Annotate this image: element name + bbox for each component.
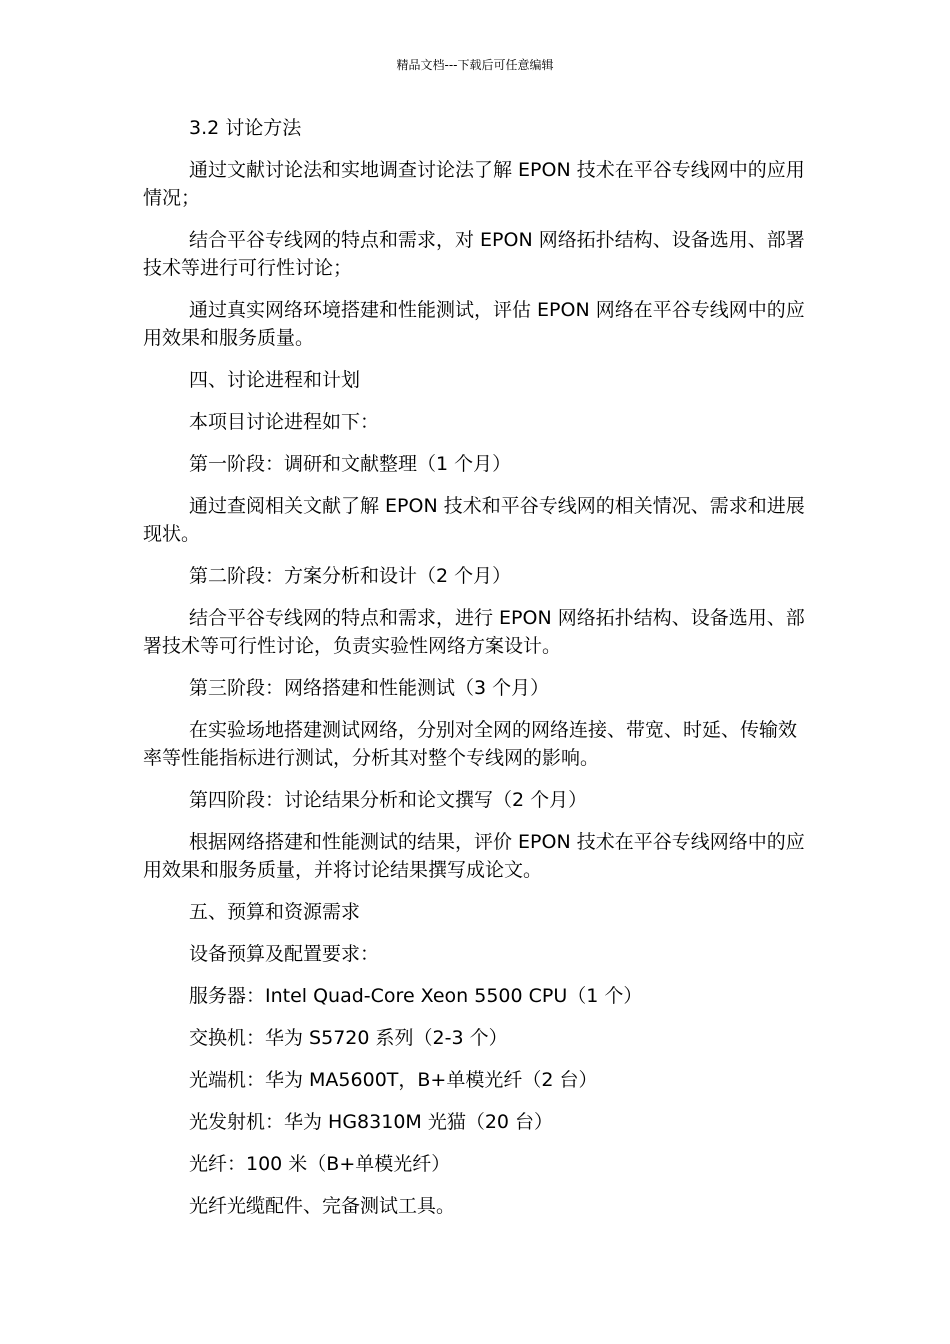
phase-heading-4: 第四阶段：讨论结果分析和论文撰写（2 个月） [189,789,588,811]
paragraph: 在实验场地搭建测试网络，分别对全网的网络连接、带宽、时延、传输效率等性能指标进行测试，分析其对整个专线网的影响。 [143,719,798,769]
paragraph: 通过真实网络环境搭建和性能测试，评估 EPON 网络在平谷专线网中的应用效果和服务质量。 [143,299,805,349]
equipment-item: 交换机：华为 S5720 系列（2-3 个） [189,1027,508,1049]
paragraph: 通过文献讨论法和实地调查讨论法了解 EPON 技术在平谷专线网中的应用情况； [143,159,805,209]
document-body [143,114,807,1234]
paragraph: 设备预算及配置要求： [189,943,380,965]
phase-heading-3: 第三阶段：网络搭建和性能测试（3 个月） [189,677,550,699]
section-heading-schedule: 四、讨论进程和计划 [189,369,361,391]
equipment-item: 光纤光缆配件、完备测试工具。 [189,1195,456,1217]
section-heading-budget: 五、预算和资源需求 [189,901,361,923]
phase-heading-2: 第二阶段：方案分析和设计（2 个月） [189,565,512,587]
equipment-item: 服务器：Intel Quad-Core Xeon 5500 CPU（1 个） [189,985,643,1007]
paragraph: 结合平谷专线网的特点和需求，进行 EPON 网络拓扑结构、设备选用、部署技术等可行性讨论，负责实验性网络方案设计。 [143,607,805,657]
equipment-item: 光发射机：华为 HG8310M 光猫（20 台） [189,1111,554,1133]
paragraph: 结合平谷专线网的特点和需求，对 EPON 网络拓扑结构、设备选用、部署技术等进行可行性讨论； [143,229,805,279]
equipment-item: 光端机：华为 MA5600T，B+单模光纤（2 台） [189,1069,598,1091]
page-header: 精品文档---下载后可任意编辑 [396,58,554,72]
equipment-item: 光纤：100 米（B+单模光纤） [189,1153,451,1175]
section-heading-methods: 3.2 讨论方法 [189,117,302,139]
paragraph: 通过查阅相关文献了解 EPON 技术和平谷专线网的相关情况、需求和进展现状。 [143,495,805,545]
paragraph: 根据网络搭建和性能测试的结果，评价 EPON 技术在平谷专线网络中的应用效果和服务质量，并将讨论结果撰写成论文。 [143,831,805,881]
paragraph: 本项目讨论进程如下： [189,411,380,433]
phase-heading-1: 第一阶段：调研和文献整理（1 个月） [189,453,512,475]
